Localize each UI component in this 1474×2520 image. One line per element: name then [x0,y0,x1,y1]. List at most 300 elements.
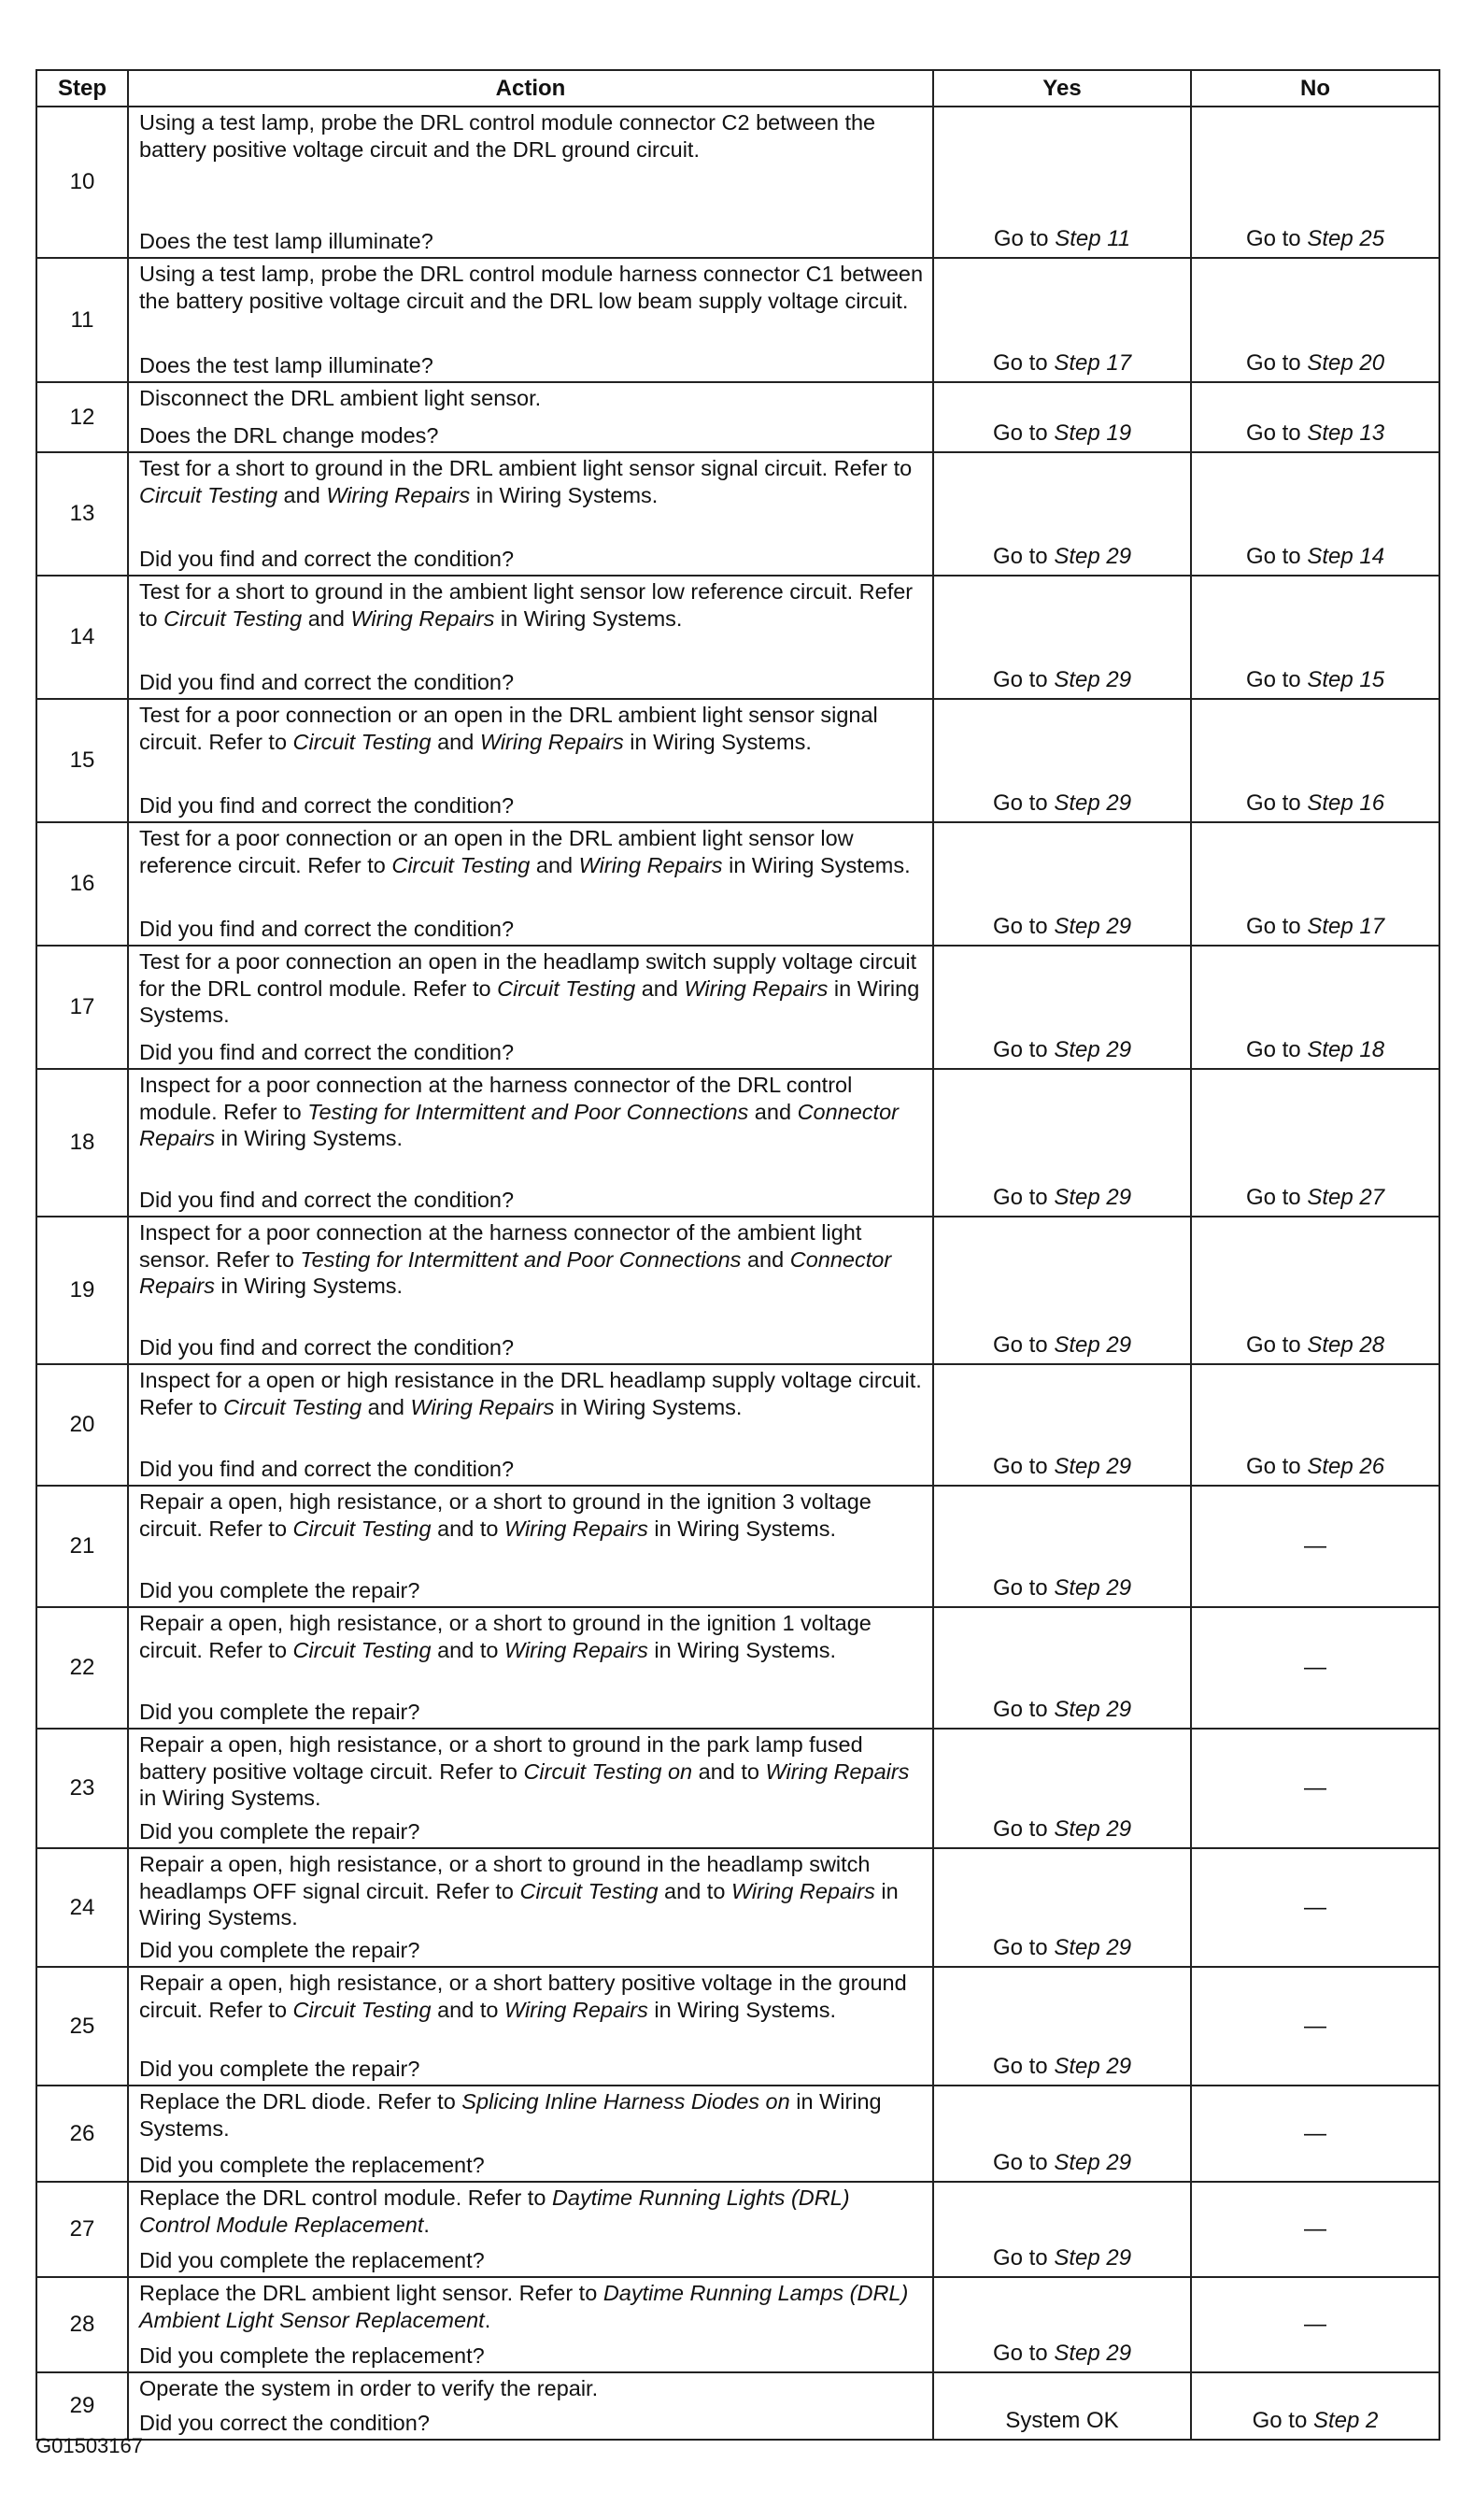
text-run: and [431,729,480,754]
action-cell [128,1607,933,1729]
text-run: Go to [1245,667,1308,692]
action-question: Does the DRL change modes? [139,422,439,448]
action-instruction [139,1367,925,1420]
text-run: and [748,1099,798,1124]
italic-text: Step 19 [1054,420,1132,446]
action-cell [128,946,933,1069]
italic-text: Step 14 [1307,544,1385,569]
action-question: Did you find and correct the condition? [139,1039,515,1064]
text-run: Replace the DRL ambient light sensor. Refer to [139,2281,603,2305]
text-run: Go to [1245,1037,1308,1062]
text-run: Repair a open, high resistance, or a short to ground in the ignition 1 voltage circuit. Refer to [139,1611,872,1662]
table-row [36,2182,1439,2277]
action-content [139,455,925,572]
action-cell [128,382,933,452]
text-run: Inspect for a poor connection at the harness connector of the ambient light sensor. Refer to [139,1220,862,1272]
action-cell [128,699,933,822]
italic-text: Step 29 [1054,1697,1132,1722]
text-run: in Wiring Systems. [139,1878,899,1929]
text-run: in Wiring Systems. [722,852,911,877]
text-run: Repair a open, high resistance, or a short to ground in the park lamp fused battery positive voltage circuit. Refer to [139,1732,863,1784]
italic-text: Testing for Intermittent and Poor Connections [307,1099,749,1124]
text-run: Inspect for a poor connection at the harness connector of the DRL control module. Refer to [139,1073,853,1124]
italic-text: Circuit Testing [139,482,278,507]
yes-result [933,1486,1191,1607]
table-row [36,1364,1439,1486]
action-cell [128,452,933,576]
text-run: Go to [992,1332,1055,1358]
italic-text: Step 29 [1054,2150,1132,2175]
yes-result [933,1364,1191,1486]
dash-mark: — [1304,1775,1326,1801]
step-number: 29 [36,2372,128,2440]
dash-mark: — [1304,2216,1326,2242]
text-run: Go to [992,420,1055,446]
action-content [139,1610,925,1725]
diagnostic-table-container [35,69,1439,2441]
text-run: and [361,1394,411,1419]
yes-result [933,107,1191,258]
action-instruction [139,1219,925,1300]
no-result [1191,946,1439,1069]
action-question: Did you find and correct the condition? [139,546,515,571]
text-run: Repair a open, high resistance, or a short battery positive voltage in the ground circuit. Refer to [139,1971,907,2022]
no-result [1191,1486,1439,1607]
action-question: Did you complete the repair? [139,1577,420,1602]
text-run: and to [431,1516,504,1541]
step-number: 15 [36,699,128,822]
italic-text: Circuit Testing [163,605,303,631]
action-cell [128,822,933,946]
italic-text: Wiring Repairs [503,1997,648,2022]
italic-text: Wiring Repairs [684,975,829,1001]
step-number: 23 [36,1729,128,1848]
no-result [1191,1364,1439,1486]
italic-text: Step 29 [1054,667,1132,692]
step-number: 10 [36,107,128,258]
yes-result [933,258,1191,382]
yes-result [933,382,1191,452]
italic-text: Step 25 [1307,226,1385,251]
table-row [36,2086,1439,2182]
italic-text: Wiring Repairs [350,605,495,631]
italic-text: Step 29 [1054,1454,1132,1479]
action-content [139,261,925,378]
table-header-row [36,70,1439,107]
action-question: Did you complete the repair? [139,1937,420,1962]
text-run: Go to [992,790,1055,816]
italic-text: Step 29 [1054,2054,1132,2079]
italic-text: Wiring Repairs [578,852,723,877]
text-run: Go to [992,2150,1055,2175]
yes-result [933,1848,1191,1967]
text-run: Test for a poor connection or an open in the DRL ambient light sensor signal circuit. Refer to [139,703,878,754]
action-cell [128,107,933,258]
italic-text: Connector Repairs [139,1099,899,1150]
action-content [139,1851,925,1963]
no-result [1191,452,1439,576]
italic-text: Wiring Repairs [479,729,624,754]
table-row [36,258,1439,382]
no-result [1191,2086,1439,2182]
action-instruction [139,1610,925,1663]
action-content [139,1970,925,2082]
step-number: 20 [36,1364,128,1486]
step-number: 13 [36,452,128,576]
yes-result [933,452,1191,576]
action-cell [128,258,933,382]
text-run: Go to [992,544,1055,569]
italic-text: Step 29 [1054,1332,1132,1358]
dash-mark: — [1304,1894,1326,1920]
action-content [139,1488,925,1603]
step-number: 19 [36,1217,128,1364]
action-instruction [139,825,925,878]
action-question: Did you find and correct the condition? [139,792,515,818]
table-row [36,107,1439,258]
action-question: Did you find and correct the condition? [139,669,515,694]
dash-mark: — [1304,1655,1326,1680]
action-content [139,578,925,695]
table-row [36,822,1439,946]
action-instruction [139,2375,925,2402]
text-run: System OK [1005,2408,1119,2433]
italic-text: Wiring Repairs [326,482,471,507]
action-content [139,109,925,254]
no-result [1191,822,1439,946]
italic-text: Daytime Running Lights (DRL) Control Module Replacement [139,2185,850,2237]
table-row [36,1486,1439,1607]
table-row [36,946,1439,1069]
dash-mark: — [1304,1533,1326,1559]
text-run: and [635,975,685,1001]
text-run: Test for a poor connection an open in the headlamp switch supply voltage circuit for the DRL control module. Refer to [139,949,917,1001]
italic-text: Step 17 [1054,350,1132,376]
action-question: Did you find and correct the condition? [139,1456,515,1481]
table-row [36,1729,1439,1848]
text-run: Go to [992,1185,1055,1210]
dash-mark: — [1304,2120,1326,2146]
action-content [139,2375,925,2436]
text-run: and to [658,1878,731,1903]
text-run: Inspect for a open or high resistance in the DRL headlamp supply voltage circuit. Refer to [139,1368,922,1419]
step-number: 12 [36,382,128,452]
italic-text: Step 29 [1054,1037,1132,1062]
text-run: in Wiring Systems. [214,1126,404,1150]
text-run: Repair a open, high resistance, or a short to ground in the headlamp switch headlamps OFF signal circuit. Refer to [139,1852,871,1903]
step-number: 18 [36,1069,128,1217]
no-result [1191,576,1439,699]
italic-text: Circuit Testing [292,1997,432,2022]
text-run: in Wiring Systems. [214,1274,404,1298]
step-number: 11 [36,258,128,382]
action-cell [128,2372,933,2440]
italic-text: Step 13 [1307,420,1385,446]
action-content [139,2185,925,2273]
italic-text: Circuit Testing [223,1394,362,1419]
table-row [36,699,1439,822]
text-run: in Wiring Systems. [139,1786,321,1810]
text-run: Go to [992,2054,1055,2079]
action-instruction [139,948,925,1029]
column-header-step: Step [36,70,128,107]
italic-text: Circuit Testing [519,1878,659,1903]
italic-text: Circuit Testing [292,1516,432,1541]
dash-mark: — [1304,2013,1326,2039]
action-cell [128,1364,933,1486]
italic-text: Step 29 [1054,914,1132,939]
italic-text: Wiring Repairs [503,1516,648,1541]
table-row [36,1069,1439,1217]
action-question: Did you correct the condition? [139,2410,430,2435]
action-question: Did you complete the repair? [139,1818,420,1844]
step-number: 24 [36,1848,128,1967]
action-question: Did you complete the repair? [139,1699,420,1724]
action-instruction [139,261,925,314]
yes-result [933,2372,1191,2440]
action-instruction [139,385,925,412]
text-run: Disconnect the DRL ambient light sensor. [139,386,542,410]
italic-text: Wiring Repairs [765,1758,910,1784]
text-run: Go to [1245,1332,1308,1358]
no-result [1191,382,1439,452]
yes-result [933,2182,1191,2277]
no-result [1191,2372,1439,2440]
text-run: in Wiring Systems. [623,729,812,754]
action-question: Did you find and correct the condition? [139,916,515,941]
text-run: Go to [1245,1454,1308,1479]
text-run: Go to [992,2341,1055,2366]
action-content [139,1219,925,1360]
italic-text: Circuit Testing [391,852,531,877]
action-instruction [139,1970,925,2023]
text-run: and [741,1246,790,1272]
table-row [36,382,1439,452]
text-run: Using a test lamp, probe the DRL control module harness connector C1 between the battery positive voltage circuit and the DRL low beam supply voltage circuit. [139,262,924,313]
no-result [1191,1607,1439,1729]
action-instruction [139,1072,925,1152]
action-question: Did you complete the replacement? [139,2152,485,2177]
column-header-no: No [1191,70,1439,107]
table-row [36,2372,1439,2440]
action-question: Did you complete the replacement? [139,2342,485,2368]
italic-text: Step 16 [1307,790,1385,816]
italic-text: Step 20 [1307,350,1385,376]
action-instruction [139,1488,925,1542]
action-instruction [139,702,925,755]
step-number: 28 [36,2277,128,2372]
text-run: and to [431,1637,504,1662]
text-run: Go to [992,667,1055,692]
action-content [139,702,925,819]
text-run: Go to [1245,914,1308,939]
text-run: Go to [992,1816,1055,1842]
italic-text: Step 26 [1307,1454,1385,1479]
text-run: in Wiring Systems. [470,482,659,507]
no-result [1191,1217,1439,1364]
step-number: 14 [36,576,128,699]
yes-result [933,822,1191,946]
table-row [36,1217,1439,1364]
text-run: and [530,852,579,877]
no-result [1191,1729,1439,1848]
text-run: Test for a short to ground in the DRL ambient light sensor signal circuit. Refer to [139,456,913,480]
column-header-action: Action [128,70,933,107]
no-result [1191,2182,1439,2277]
text-run: . [484,2307,491,2332]
text-run: in Wiring Systems. [647,1637,836,1662]
action-instruction [139,2280,925,2333]
text-run: Go to [1245,350,1308,376]
action-instruction [139,1851,925,1931]
action-cell [128,1848,933,1967]
italic-text: Wiring Repairs [730,1878,875,1903]
step-number: 26 [36,2086,128,2182]
italic-text: Step 2 [1312,2408,1379,2433]
text-run: Go to [1245,226,1308,251]
yes-result [933,1607,1191,1729]
italic-text: Step 29 [1054,1935,1132,1960]
no-result [1191,2277,1439,2372]
italic-text: Step 29 [1054,1185,1132,1210]
text-run: Go to [1252,2408,1313,2433]
action-question: Did you find and correct the condition? [139,1187,515,1212]
italic-text: Testing for Intermittent and Poor Connections [300,1246,742,1272]
italic-text: Splicing Inline Harness Diodes on [461,2089,790,2114]
yes-result [933,576,1191,699]
text-run: Go to [992,350,1055,376]
italic-text: Step 11 [1055,226,1131,251]
text-run: Test for a poor connection or an open in the DRL ambient light sensor low reference circuit. Refer to [139,826,854,877]
italic-text: Step 17 [1307,914,1385,939]
text-run: Go to [992,1575,1055,1601]
no-result [1191,258,1439,382]
italic-text: Step 29 [1054,790,1132,816]
action-question: Did you complete the replacement? [139,2247,485,2272]
step-number: 27 [36,2182,128,2277]
action-cell [128,2086,933,2182]
action-content [139,1072,925,1213]
text-run: in Wiring Systems. [554,1394,743,1419]
text-run: in Wiring Systems. [647,1997,836,2022]
dash-mark: — [1304,2312,1326,2337]
text-run: Go to [992,1697,1055,1722]
text-run: Repair a open, high resistance, or a short to ground in the ignition 3 voltage circuit. Refer to [139,1489,872,1541]
table-row [36,1848,1439,1967]
italic-text: Step 29 [1054,1816,1132,1842]
step-number: 22 [36,1607,128,1729]
column-header-yes: Yes [933,70,1191,107]
action-instruction [139,2185,925,2238]
action-instruction [139,578,925,632]
action-content [139,2280,925,2369]
italic-text: Step 18 [1307,1037,1385,1062]
text-run: Go to [1245,420,1308,446]
action-instruction [139,455,925,508]
no-result [1191,107,1439,258]
action-content [139,385,925,448]
text-run: Operate the system in order to verify the repair. [139,2376,599,2400]
text-run: Go to [992,2245,1055,2271]
italic-text: Step 29 [1054,2245,1132,2271]
table-row [36,452,1439,576]
action-instruction [139,1731,925,1812]
yes-result [933,1967,1191,2086]
text-run: Go to [1245,790,1308,816]
italic-text: Step 15 [1307,667,1385,692]
no-result [1191,699,1439,822]
no-result [1191,1069,1439,1217]
text-run: Go to [992,1935,1055,1960]
text-run: Replace the DRL control module. Refer to [139,2185,552,2210]
table-body [36,107,1439,2440]
action-cell [128,576,933,699]
action-question: Did you complete the repair? [139,2056,420,2081]
text-run: in Wiring Systems. [494,605,683,631]
yes-result [933,2277,1191,2372]
action-content [139,1367,925,1482]
no-result [1191,1967,1439,2086]
action-cell [128,1069,933,1217]
action-content [139,948,925,1065]
text-run: and [302,605,351,631]
table-row [36,576,1439,699]
action-cell [128,1486,933,1607]
text-run: Test for a short to ground in the ambient light sensor low reference circuit. Refer to [139,579,914,631]
step-number: 25 [36,1967,128,2086]
text-run: Go to [993,226,1056,251]
text-run: Replace the DRL diode. Refer to [139,2089,462,2114]
action-cell [128,2277,933,2372]
italic-text: Step 29 [1054,1575,1132,1601]
italic-text: Daytime Running Lamps (DRL) Ambient Light Sensor Replacement [139,2281,909,2332]
step-number: 16 [36,822,128,946]
action-question: Did you find and correct the condition? [139,1334,515,1360]
action-question: Does the test lamp illuminate? [139,228,433,253]
italic-text: Circuit Testing on [523,1758,693,1784]
text-run: Go to [992,1037,1055,1062]
text-run: Go to [1245,544,1308,569]
action-content [139,825,925,942]
table-row [36,1607,1439,1729]
no-result [1191,1848,1439,1967]
italic-text: Wiring Repairs [503,1637,648,1662]
action-instruction [139,109,925,163]
step-number: 21 [36,1486,128,1607]
text-run: in Wiring Systems. [647,1516,836,1541]
text-run: in Wiring Systems. [139,2089,882,2141]
text-run: Go to [992,1454,1055,1479]
action-question: Does the test lamp illuminate? [139,352,433,377]
action-content [139,1731,925,1844]
text-run: Go to [992,914,1055,939]
italic-text: Circuit Testing [497,975,636,1001]
italic-text: Circuit Testing [292,1637,432,1662]
italic-text: Circuit Testing [292,729,432,754]
italic-text: Wiring Repairs [410,1394,555,1419]
action-content [139,2088,925,2178]
action-instruction [139,2088,925,2142]
table-row [36,1967,1439,2086]
italic-text: Connector Repairs [139,1246,892,1298]
step-number: 17 [36,946,128,1069]
action-cell [128,1729,933,1848]
yes-result [933,1729,1191,1848]
yes-result [933,699,1191,822]
yes-result [933,2086,1191,2182]
table-row [36,2277,1439,2372]
action-cell [128,2182,933,2277]
